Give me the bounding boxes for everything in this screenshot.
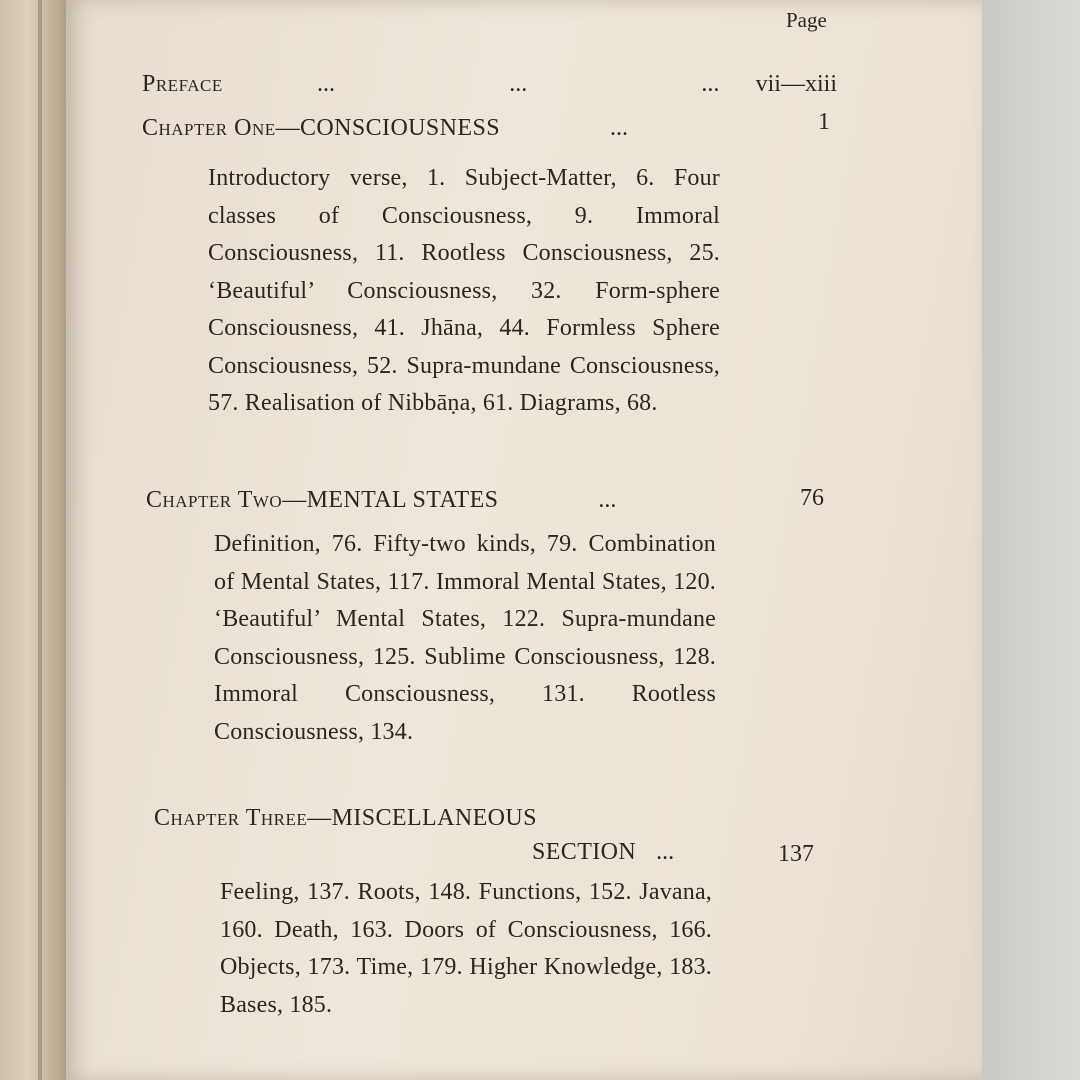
chapter-heading (142, 110, 628, 148)
toc-entry-preface (142, 66, 837, 104)
page-gutter (38, 0, 42, 1080)
chapter-label: Chapter One (142, 115, 276, 141)
leader-dots: ... (656, 839, 675, 865)
chapter-title: —MISCELLANEOUS (307, 805, 537, 831)
chapter-heading (154, 800, 537, 838)
leader-dots: ... (316, 71, 335, 97)
chapter-title-line2: SECTION (532, 839, 637, 865)
chapter-heading-continued (532, 834, 674, 872)
chapter-contents (208, 160, 720, 423)
page-column-header: Page (786, 8, 827, 32)
chapter-label: Chapter Two (146, 487, 283, 513)
leader-dots: ... (609, 115, 628, 141)
preface-page: vii—xiii (755, 71, 837, 97)
leader-dots: ... (598, 487, 617, 513)
chapter-label: Chapter Three (154, 805, 308, 831)
chapter-page: 76 (800, 485, 824, 511)
chapter-heading (146, 482, 616, 520)
background-surface (982, 0, 1080, 1080)
leader-dots: ... (509, 71, 528, 97)
chapter-title: —CONSCIOUSNESS (275, 115, 500, 141)
contents-text: Introductory verse, 1. Subject-Matter, 6. Four classes of Consciousness, 9. Immoral Consciousness, 11. Rootless Consciousness, 25. ‘Beautiful’ Consciousness, 32. Form-sphere Consciousness, 41. Jhāna, 44. Formless Sphere Consciousness, 52. Supra-mundane Consciousness, 57. Realisation of Nibbāṇa, 61. Diagrams, 68. (208, 165, 720, 416)
chapter-title: —MENTAL STATES (282, 487, 499, 513)
leader-dots: ... (701, 71, 720, 97)
chapter-page: 137 (778, 841, 814, 867)
book-spine (0, 0, 70, 1080)
contents-text: Definition, 76. Fifty-two kinds, 79. Combination of Mental States, 117. Immoral Mental States, 120. ‘Beautiful’ Mental States, 122. Supra-mundane Consciousness, 125. Sublime Consciousness, 128. Immoral Consciousness, 131. Rootless Consciousness, 134. (214, 531, 716, 745)
chapter-page: 1 (818, 109, 830, 135)
chapter-contents (220, 874, 712, 1024)
chapter-contents (214, 526, 716, 751)
contents-text: Feeling, 137. Roots, 148. Functions, 152. Javana, 160. Death, 163. Doors of Consciousness, 166. Objects, 173. Time, 179. Higher Knowledge, 183. Bases, 185. (220, 879, 712, 1018)
preface-label: Preface (142, 71, 223, 97)
